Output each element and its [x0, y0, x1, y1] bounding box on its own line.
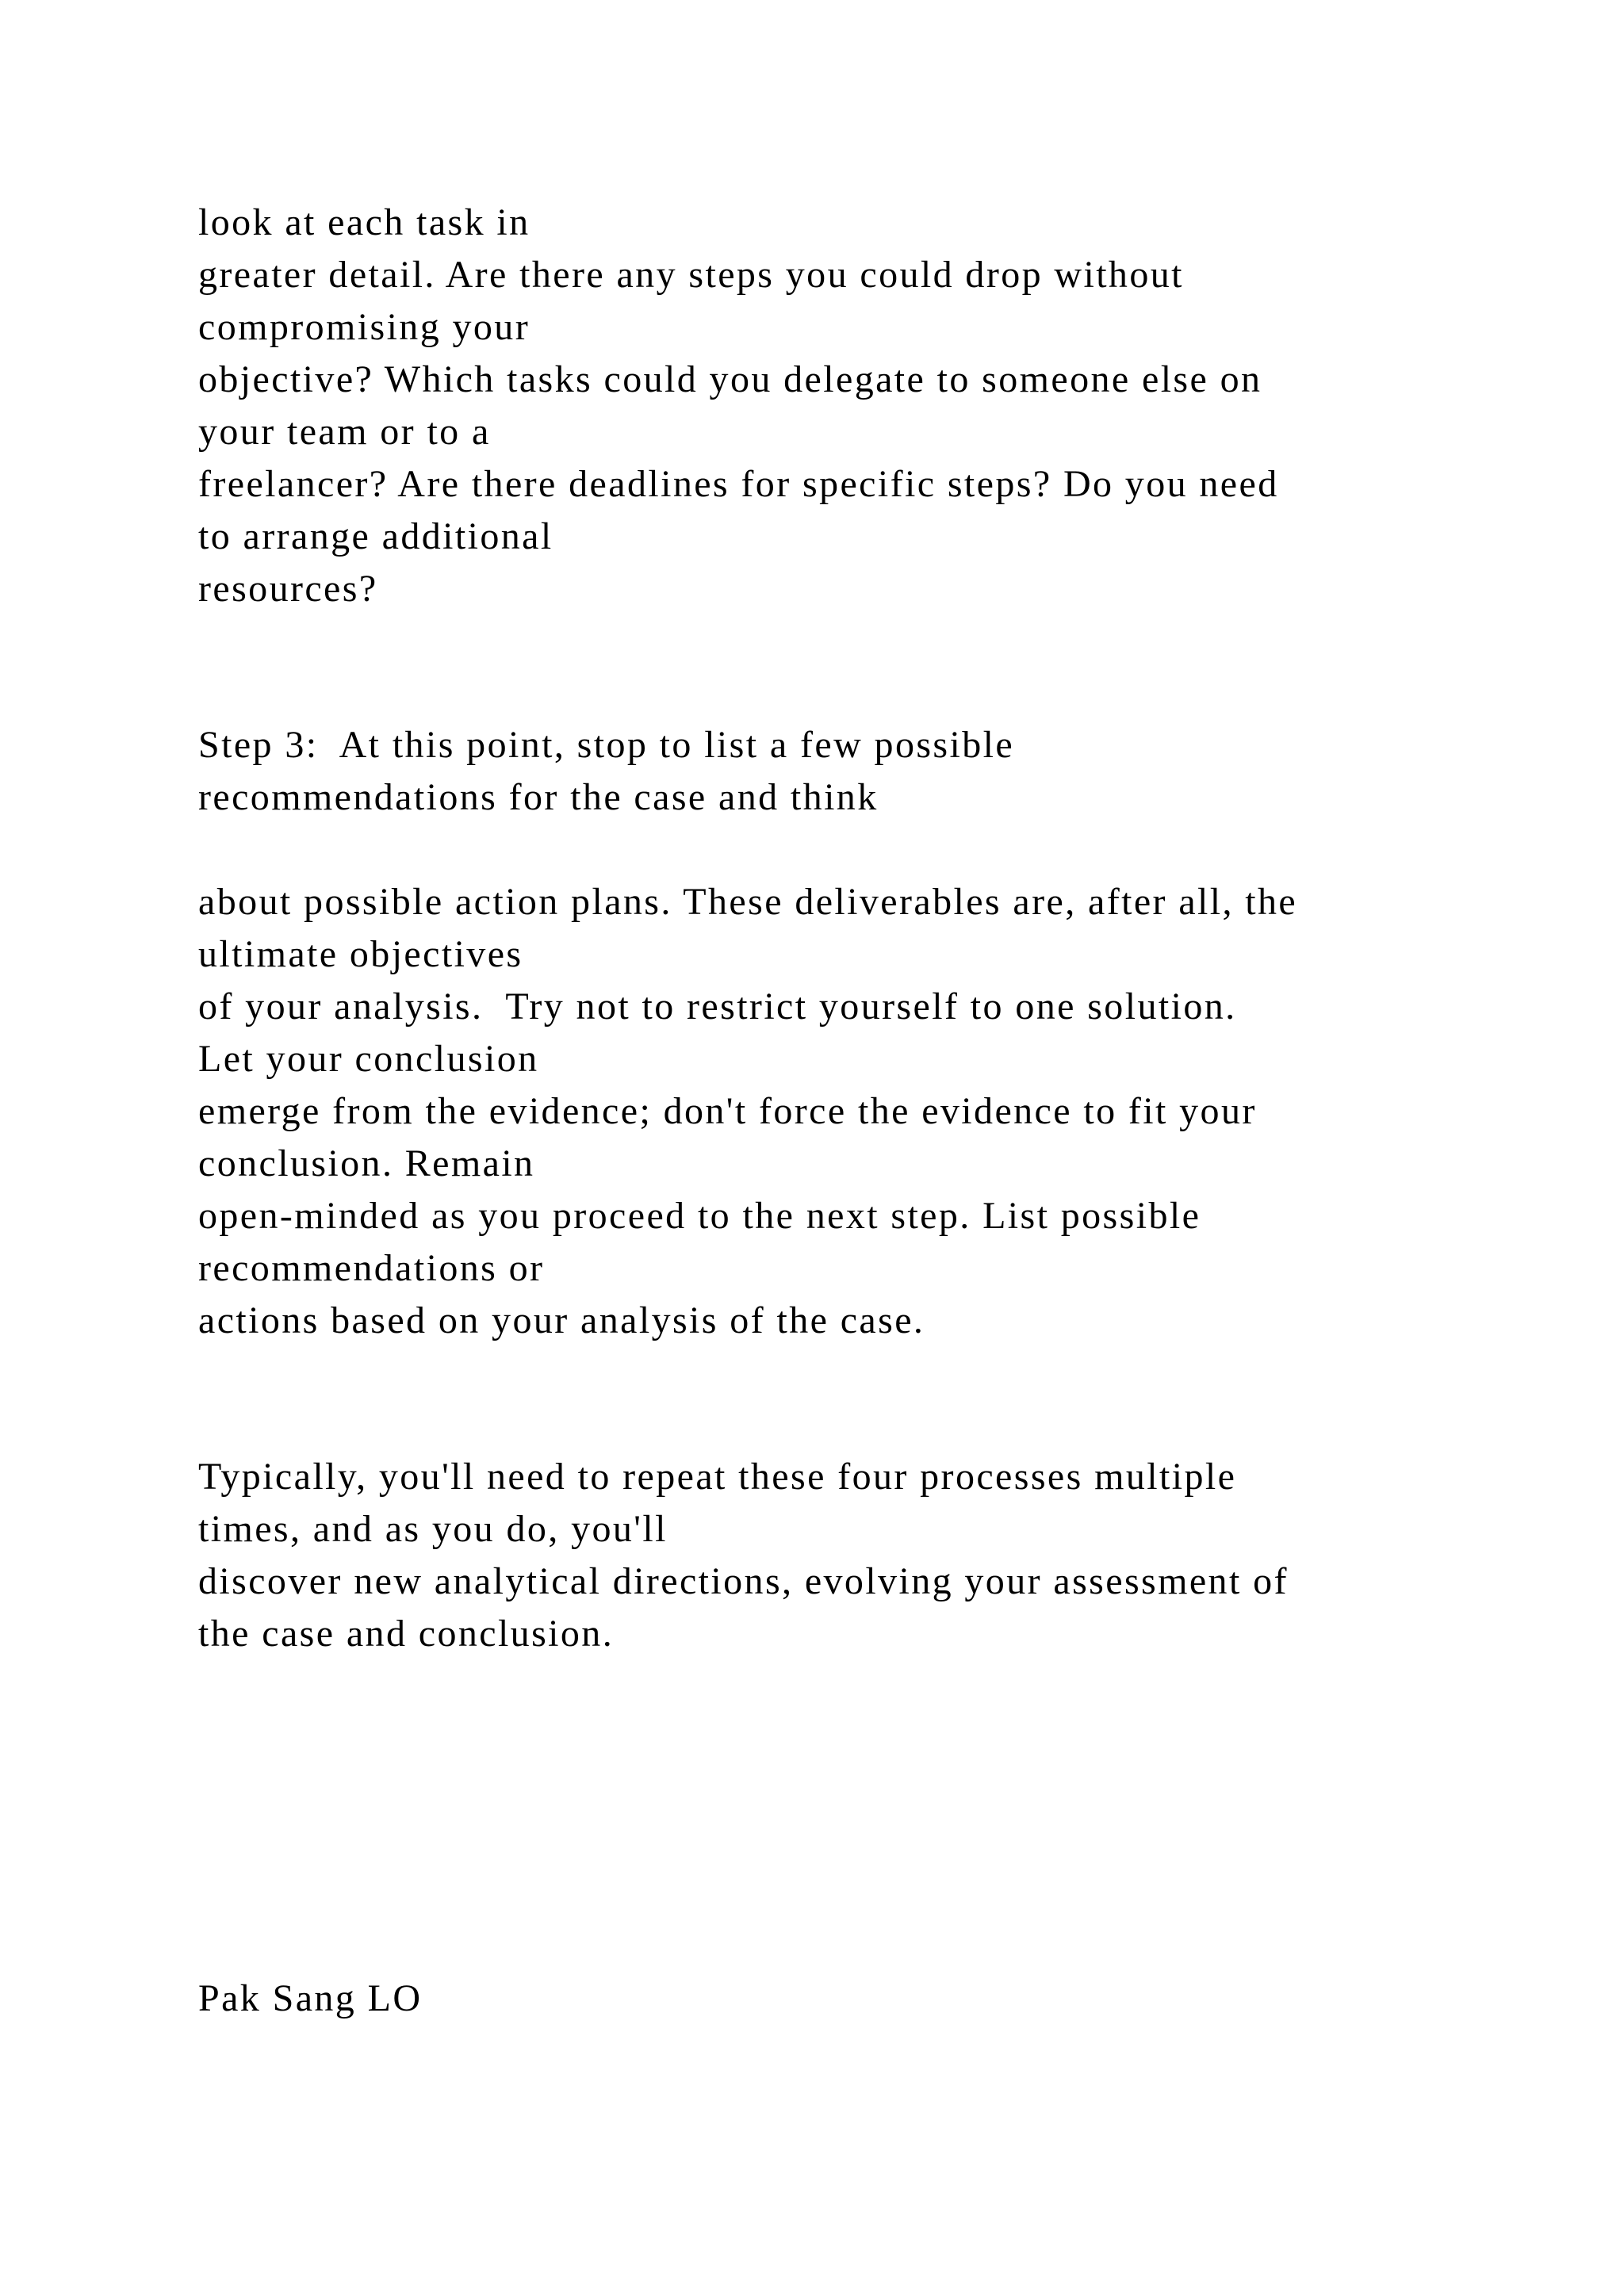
text-line: the case and conclusion.	[198, 1613, 615, 1655]
text-line: Let your conclusion	[198, 1038, 539, 1080]
author-name: Pak Sang LO	[198, 1977, 423, 2019]
text-line: ultimate objectives	[198, 933, 523, 975]
text-line: Typically, you'll need to repeat these four processes multiple	[198, 1456, 1237, 1498]
text-line: of your analysis. Try not to restrict yourself to one solution.	[198, 985, 1237, 1027]
text-line: compromising your	[198, 306, 530, 348]
text-line: open-minded as you proceed to the next step. List possible	[198, 1195, 1201, 1237]
text-line: actions based on your analysis of the case.	[198, 1299, 925, 1341]
text-line: conclusion. Remain	[198, 1142, 535, 1184]
text-line: about possible action plans. These deliverables are, after all, the	[198, 881, 1298, 923]
text-line: times, and as you do, you'll	[198, 1508, 668, 1550]
text-line: freelancer? Are there deadlines for specific steps? Do you need	[198, 463, 1279, 505]
text-line: objective? Which tasks could you delegate to someone else on	[198, 358, 1262, 400]
text-line: to arrange additional	[198, 515, 553, 557]
text-line: greater detail. Are there any steps you could drop without	[198, 254, 1184, 296]
text-line: resources?	[198, 568, 378, 610]
text-line: Step 3: At this point, stop to list a few possible	[198, 724, 1015, 766]
text-line: recommendations or	[198, 1247, 545, 1289]
text-line: discover new analytical directions, evolving your assessment of	[198, 1560, 1289, 1602]
text-line: emerge from the evidence; don't force the evidence to fit your	[198, 1090, 1257, 1132]
text-line: look at each task in	[198, 201, 530, 243]
text-line: recommendations for the case and think	[198, 776, 879, 818]
text-line: your team or to a	[198, 411, 491, 453]
